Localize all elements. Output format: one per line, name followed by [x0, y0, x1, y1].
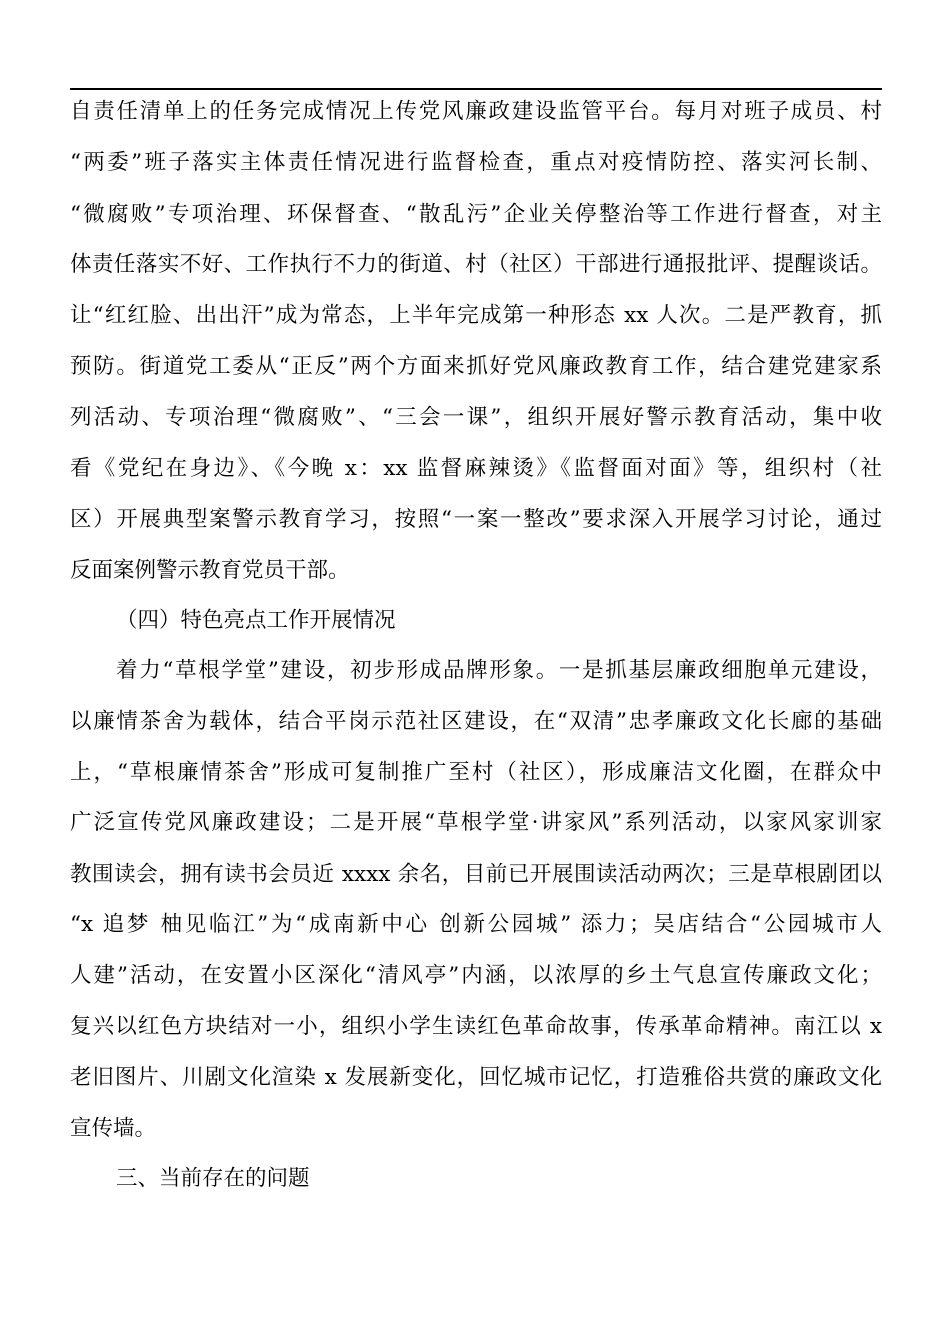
- paragraph-line: 着力“草根学堂”建设，初步形成品牌形象。一是抓基层廉政细胞单元建设，: [116, 658, 882, 683]
- paragraph-line: “两委”班子落实主体责任情况进行监督检查，重点对疫情防控、落实河长制、: [70, 150, 882, 175]
- paragraph-line: 让“红红脸、出出汗”成为常态，上半年完成第一种形态 xx 人次。二是严教育，抓: [70, 303, 882, 328]
- paragraph-line: 广泛宣传党风廉政建设；二是开展“草根学堂·讲家风”系列活动，以家风家训家: [70, 810, 882, 835]
- paragraph-line: 看《党纪在身边》、《今晚 x：xx 监督麻辣烫》《监督面对面》等，组织村（社: [70, 456, 882, 481]
- paragraph-line: 区）开展典型案警示教育学习，按照“一案一整改”要求深入开展学习讨论，通过: [70, 507, 882, 532]
- section-heading: （四）特色亮点工作开展情况: [116, 608, 396, 633]
- paragraph-line: 老旧图片、川剧文化渲染 x 发展新变化，回忆城市记忆，打造雅俗共赏的廉政文化: [70, 1065, 882, 1090]
- paragraph-line: 教围读会，拥有读书会员近 xxxx 余名，目前已开展围读活动两次；三是草根剧团以: [70, 862, 882, 887]
- paragraph-line: 宣传墙。: [70, 1116, 157, 1141]
- header-rule: [70, 88, 882, 90]
- paragraph-line: 反面案例警示教育党员干部。: [70, 558, 350, 583]
- paragraph-line: “微腐败”专项治理、环保督查、“散乱污”企业关停整治等工作进行督查，对主: [70, 202, 882, 227]
- section-heading: 三、当前存在的问题: [116, 1166, 310, 1191]
- paragraph-line: 复兴以红色方块结对一小，组织小学生读红色革命故事，传承革命精神。南江以 x: [70, 1014, 882, 1039]
- paragraph-line: 上，“草根廉情茶舍”形成可复制推广至村（社区），形成廉洁文化圈，在群众中: [70, 760, 882, 785]
- paragraph-line: 自责任清单上的任务完成情况上传党风廉政建设监管平台。每月对班子成员、村: [70, 99, 882, 124]
- paragraph-line: “x 追梦 柚见临江”为“成南新中心 创新公园城” 添力；吴店结合“公园城市人: [70, 912, 882, 937]
- paragraph-line: 预防。街道党工委从“正反”两个方面来抓好党风廉政教育工作，结合建党建家系: [70, 354, 882, 379]
- paragraph-line: 以廉情茶舍为载体，结合平岗示范社区建设，在“双清”忠孝廉政文化长廊的基础: [70, 709, 882, 734]
- paragraph-line: 列活动、专项治理“微腐败”、“三会一课”，组织开展好警示教育活动，集中收: [70, 405, 882, 430]
- paragraph-line: 人建”活动，在安置小区深化“清风亭”内涵，以浓厚的乡土气息宣传廉政文化；: [70, 963, 882, 988]
- paragraph-line: 体责任落实不好、工作执行不力的街道、村（社区）干部进行通报批评、提醒谈话。: [70, 252, 882, 277]
